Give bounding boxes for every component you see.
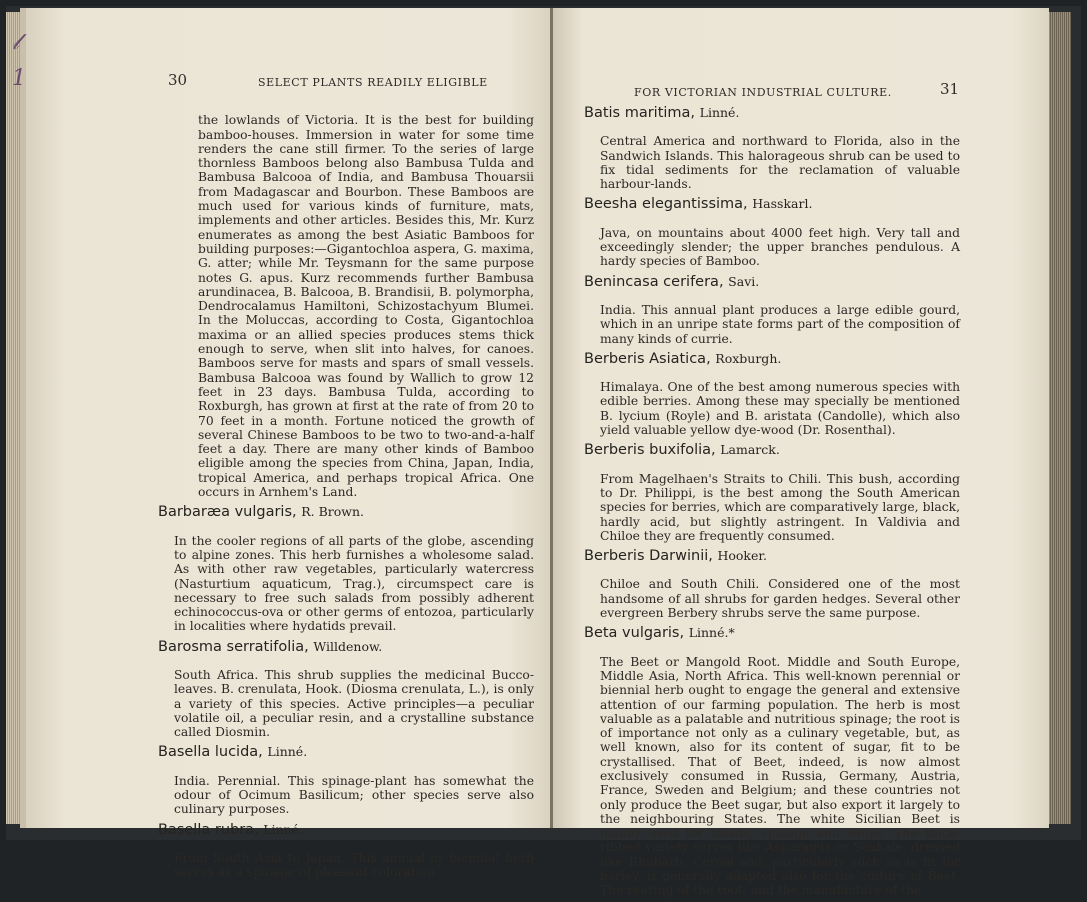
entry-heading (584, 624, 960, 642)
entry-berberis-darwinii (584, 547, 960, 620)
entry-beta-vulgaris (584, 624, 960, 897)
entry-body: Central America and northward to Florida, also in the Sandwich Islands. This halorageous shrub can be used to fix tidal sediments for the reclamation of valuable harbour-lands. (600, 134, 960, 192)
entry-heading (158, 503, 534, 521)
species-author: Savi. (728, 273, 760, 289)
entry-heading (158, 743, 534, 761)
species-name: Batis maritima, (584, 105, 696, 121)
right-page-edges (1049, 12, 1071, 824)
species-name: Barbaræa vulgaris, (158, 504, 297, 521)
species-author: R. Brown. (301, 504, 365, 520)
species-name: Beta vulgaris, (584, 625, 685, 642)
entry-body: Java, on mountains about 4000 feet high. Very tall and exceedingly slender; the upper branches pendulous. A hardy species of Bamboo. (600, 225, 960, 269)
species-author: Linné.* (688, 625, 735, 641)
entry-body: India. Perennial. This spinage-plant has somewhat the odour of Ocimum Basilicum; other species serve also culinary purposes. (174, 773, 534, 817)
continuation-paragraph: the lowlands of Victoria. It is the best for building bamboo-houses. Immersion in water for some time renders the cane still firmer. To the series of large thornless Bamboos belong also Bambusa Tulda and Bambusa Balcooa of India, and Bambusa Thouarsii from Madagascar and Bourbon. These Bamboos are much used for various kinds of furniture, mats, implements and other articles. Besides this, Mr. Kurz enumerates as among the best Asiatic Bamboos for building purposes:—Gigantochloa aspera, G. maxima, G. atter; while Mr. Teysmann for the same purpose notes G. apus. Kurz recommends further Bambusa arundinacea, B. Balcooa, B. Brandisii, B. polymorpha, Dendrocalamus Hamiltoni, Schizostachyum Blumei. In the Moluccas, according to Costa, Gigantochloa maxima or an allied species produces stems thick enough to serve, when slit into halves, for canoes. Bamboos serve for masts and spars of small vessels. Bambusa Balcooa was found by Wallich to grow 12 feet in 23 days. Bambusa Tulda, according to Roxburgh, has grown at first at the rate of from 20 to 70 feet in a month. Fortune noticed the growth of several Chinese Bamboos to be two to two-and-a-half feet a day. There are many other kinds of Bamboo eligible among the species from China, Japan, India, tropical America, and perhaps tropical Africa. One occurs in Arnhem's Land. (198, 113, 534, 500)
species-author: Linné. (267, 744, 308, 760)
entry-heading (584, 273, 960, 291)
species-author: Linné. (263, 821, 304, 837)
species-name: Benincasa cerifera, (584, 273, 724, 290)
left-running-head: SELECT PLANTS READILY ELIGIBLE (258, 76, 488, 89)
species-name: Basella lucida, (158, 744, 263, 761)
species-name: Barosma serratifolia, (158, 638, 309, 655)
species-name: Berberis Darwinii, (584, 548, 713, 565)
left-page-text (158, 101, 534, 884)
pencil-mark-icon: 1 (12, 66, 26, 91)
entry-barosma-serratifolia (158, 638, 534, 740)
pencil-mark-icon: 𝓁 (12, 30, 20, 55)
species-name: Berberis buxifolia, (584, 442, 716, 459)
right-running-head: FOR VICTORIAN INDUSTRIAL CULTURE. (634, 86, 892, 99)
species-author: Linné. (699, 105, 740, 120)
entry-body: In the cooler regions of all parts of the globe, ascending to alpine zones. This herb furnishes a wholesome salad. As with other raw vegetables, particularly watercress (Nasturtium aquaticum, Trag.), circumspect care is necessary to free such salads from possibly adherent echinococcus-ova or other germs of entozoa, particularly in localities where hydatids prevail. (174, 533, 534, 634)
species-author: Roxburgh. (715, 350, 782, 366)
entry-body: The Beet or Mangold Root. Middle and South Europe, Middle Asia, North Africa. This well-known perennial or biennial herb ought to engage the general and extensive attention of our farming population. The herb is most valuable as a palatable and nutritious spinage; the root is of importance not only as a culinary vegetable, but, as well known, also for its content of sugar, fit to be crystallised. That of Beet, indeed, is now almost exclusively consumed in Russia, Germany, Austria, France, Sweden and Belgium; and these countries not only produce the Beet sugar, but also export it largely to the neighbouring States. The white Sicilian Beet is mainly used for salads, spinage and soups. The thick-ribbed variety serves like Asparagus or Seakale, dressed like Rhubarb. Cereal soil, particularly such as is fit for barley, is generally adapted also for the culture of Beet. The rearing of the root, and the manufacture of the (600, 654, 960, 898)
entry-heading (584, 195, 960, 213)
left-page-edges (6, 12, 20, 824)
entry-basella-lucida (158, 743, 534, 816)
entry-body: Chiloe and South Chili. Considered one of the most handsome of all shrubs for garden hedges. Several other evergreen Berbery shrubs serve the same purpose. (600, 577, 960, 621)
entry-heading (584, 104, 960, 122)
species-author: Willdenow. (313, 638, 383, 654)
entry-heading (584, 350, 960, 368)
species-author: Hasskarl. (752, 196, 813, 212)
entry-body: From Magelhaen's Straits to Chili. This bush, according to Dr. Philippi, is the best among the South American species for berries, which are comparatively large, black, hardly acid, but slightly astringent. In Valdivia and Chiloe they are frequently consumed. (600, 471, 960, 543)
entry-basella-rubra (158, 821, 534, 880)
entry-berberis-buxifolia (584, 441, 960, 543)
left-page-number: 30 (168, 71, 188, 89)
entry-benincasa-cerifera (584, 273, 960, 346)
species-name: Basella rubra, (158, 821, 259, 838)
entry-body: South Africa. This shrub supplies the medicinal Bucco-leaves. B. crenulata, Hook. (Diosma crenulata, L.), is only a variety of this species. Active principles—a peculiar volatile oil, a peculiar resin, and a crystalline substance called Diosmin. (174, 667, 534, 740)
species-author: Hooker. (717, 548, 767, 564)
right-page-number: 31 (940, 80, 960, 98)
entry-heading (158, 821, 534, 839)
species-author: Lamarck. (720, 442, 780, 458)
entry-barbarea-vulgaris (158, 503, 534, 633)
entry-batis-maritima (584, 104, 960, 191)
right-page-text (584, 104, 960, 902)
entry-body: Himalaya. One of the best among numerous species with edible berries. Among these may specially be mentioned B. lycium (Royle) and B. aristata (Candolle), which also yield valuable yellow dye-wood (Dr. Rosenthal). (600, 380, 960, 438)
entry-beesha-elegantissima (584, 195, 960, 268)
entry-body: India. This annual plant produces a large edible gourd, which in an unripe state forms part of the composition of many kinds of currie. (600, 302, 960, 346)
entry-berberis-asiatica (584, 350, 960, 437)
entry-heading (158, 638, 534, 656)
species-name: Beesha elegantissima, (584, 196, 748, 213)
species-name: Berberis Asiatica, (584, 350, 711, 367)
entry-body: From South Asia to Japan. This annual or biennial herb serves as a spinage of pleasant coloration. (174, 850, 534, 880)
entry-heading (584, 441, 960, 459)
entry-heading (584, 547, 960, 565)
